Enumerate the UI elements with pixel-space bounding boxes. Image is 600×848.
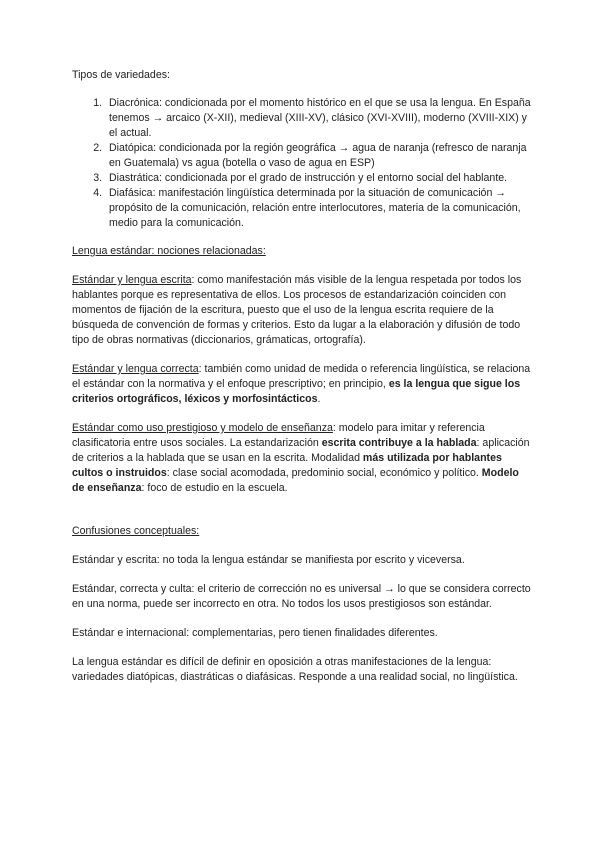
bold-prestige-1: escrita contribuye a la hablada (321, 437, 477, 449)
paragraph-standard-prestige (72, 421, 532, 496)
section-spacer (72, 510, 532, 524)
bold-standard-correct: es la lengua que sigue los criterios ortográficos, léxicos y morfosintácticos (72, 378, 521, 405)
variety-diastratica: 3. Diastrática: condicionada por el grado de instrucción y el entorno social del hablante. (105, 171, 532, 186)
variety-diacronica: 1. Diacrónica: condicionada por el momento histórico en el que se usa la lengua. En España tenemos → arcaico (X-XII), medieval (XIII-XV), clásico (XVI-XVIII), moderno (XVIII-XIX) y el actual. (105, 96, 532, 141)
term-standard-correct: Estándar y lengua correcta (72, 363, 199, 375)
end-standard-correct: . (317, 393, 321, 405)
bold-prestige-2: más utilizada por hablantes cultos o instruidos (72, 452, 502, 479)
text-standard-written: : como manifestación más visible de la lengua respetada por todos los hablantes porque es representativa de ellos. Los procesos de estandarización coinciden con momentos de fijación de la escritura, puesto que el uso de la lengua escrita requiere de la búsqueda de convención de formas y criterios. Esto da lugar a la elaboración y difusión de todo tipo de obras normativas (diccionarios, grámaticas, ortografía). (72, 274, 522, 346)
confusion-standard-written: Estándar y escrita: no toda la lengua estándar se manifiesta por escrito y viceversa. (72, 554, 465, 566)
document-page (72, 68, 532, 699)
paragraph-standard-written (72, 273, 532, 348)
bold-prestige-3: Modelo de enseñanza (72, 467, 519, 494)
variety-diatopica: 2. Diatópica: condicionada por la región geográfica → agua de naranja (refresco de naranja en Guatemala) vs agua (botella o vaso de agua en ESP) (105, 141, 532, 171)
term-standard-prestige: Estándar como uso prestigioso y modelo de enseñanza (72, 422, 333, 434)
text-prestige-1: : modelo para imitar y referencia clasificatoria entre usos sociales. La estandarización (72, 422, 485, 449)
confusion-standard-correct-cultured: Estándar, correcta y culta: el criterio de corrección no es universal → lo que se considera correcto en una norma, puede ser incorrecto en otra. No todos los usos prestigiosos son estándar. (72, 583, 531, 610)
varieties-list (72, 96, 532, 231)
varieties-title: Tipos de variedades: (72, 69, 170, 81)
section-heading-confusions: Confusiones conceptuales: (72, 525, 200, 537)
text-prestige-3: : clase social acomodada, predominio social, económico y político. (166, 467, 482, 479)
confusion-standard-international: Estándar e internacional: complementarias, pero tienen finalidades diferentes. (72, 627, 438, 639)
paragraph-standard-correct (72, 362, 532, 407)
section-heading-standard-notions: Lengua estándar: nociones relacionadas: (72, 245, 266, 257)
variety-diafasica: 4. Diafásica: manifestación lingüística determinada por la situación de comunicación → propósito de la comunicación, relación entre interlocutores, materia de la comunicación, medio para la comunicación. (105, 186, 532, 231)
text-prestige-4: : foco de estudio en la escuela. (141, 482, 288, 494)
text-prestige-2: : aplicación de criterios a la hablada que se usan en la escrita. Modalidad (72, 437, 530, 464)
term-standard-written: Estándar y lengua escrita (72, 274, 192, 286)
confusion-definition-summary: La lengua estándar es difícil de definir en oposición a otras manifestaciones de la lengua: variedades diatópicas, diastráticas o diafásicas. Responde a una realidad social, no lingüística. (72, 656, 518, 683)
text-standard-correct: : también como unidad de medida o referencia lingüística, se relaciona el estándar con la normativa y el enfoque prescriptivo; en principio, (72, 363, 531, 390)
